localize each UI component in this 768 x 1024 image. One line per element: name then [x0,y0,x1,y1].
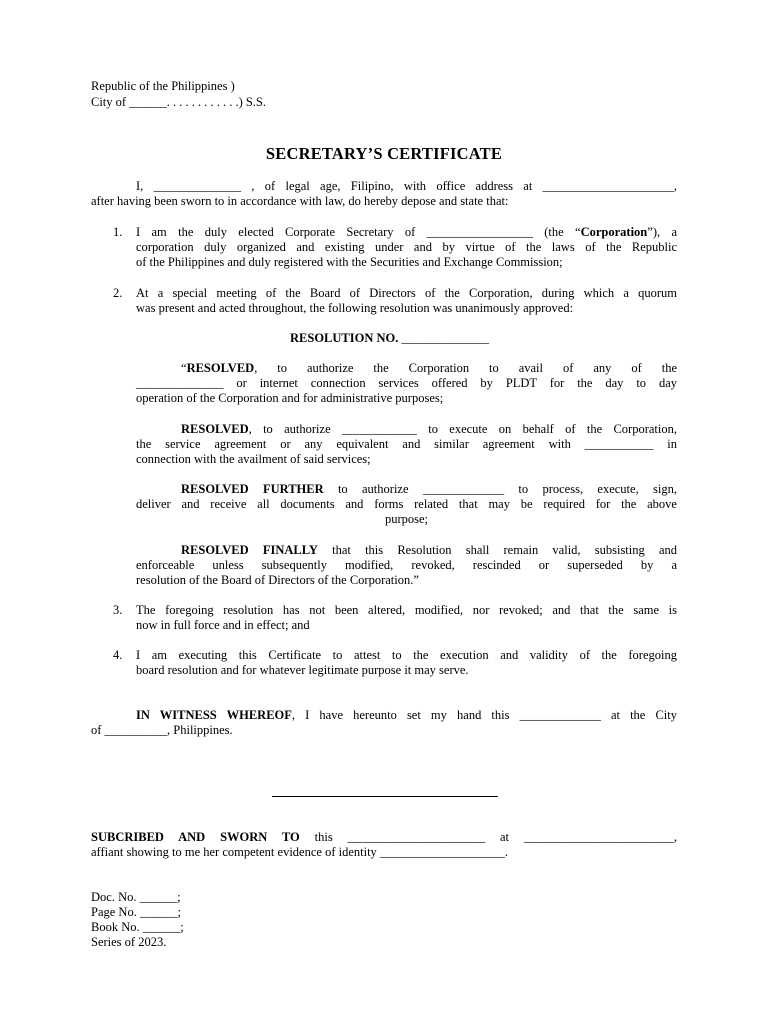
book-number: Book No. ______; [91,920,184,934]
resolved-finally-keyword: RESOLVED FINALLY [181,543,318,557]
resolved-1-line-1-text: , to authorize the Corporation to avail of any of the [254,361,677,375]
open-quote: “ [181,361,187,375]
item-4-number: 4. [113,648,123,662]
venue-city: City of ______. . . . . . . . . . . .) S.S. [91,95,267,109]
resolved-finally-line-2: enforceable unless subsequently modified, revoked, rescinded or superseded by a [136,558,677,572]
resolved-further-paragraph [136,482,677,527]
item-2-line-1: At a special meeting of the Board of Directors of the Corporation, during which a quorum [136,286,677,300]
item-4-line-1: I am executing this Certificate to attest to the execution and validity of the foregoing [136,648,677,662]
item-3-line-1: The foregoing resolution has not been altered, modified, nor revoked; and that the same is [136,603,677,617]
item-3-paragraph [136,603,677,633]
series-year: Series of 2023. [91,935,167,949]
witness-line-1 [91,708,677,723]
item-1-line-2: corporation duly organized and existing under and by virtue of the laws of the Republic [136,240,677,254]
resolved-2-paragraph [136,422,677,467]
resolved-1-paragraph [136,361,677,406]
document-title: SECRETARY’S CERTIFICATE [265,144,503,163]
resolved-finally-paragraph [136,543,677,588]
doc-number: Doc. No. ______; [91,890,181,904]
resolved-1-line-1 [136,361,677,376]
resolution-number-label: RESOLUTION NO. [290,331,399,345]
item-1-number: 1. [113,225,123,239]
item-4-line-2: board resolution and for whatever legitimate purpose it may serve. [136,663,469,677]
intro-line-1: I, ______________ , of legal age, Filipino, with office address at _____________________, [136,179,677,193]
item-4-paragraph [136,648,677,678]
item-3-number: 3. [113,603,123,617]
resolved-further-keyword: RESOLVED FURTHER [181,482,324,496]
resolved-keyword: RESOLVED [186,361,255,375]
item-2-number: 2. [113,286,123,300]
resolved-further-line-1 [136,482,677,497]
witness-line-2: of __________, Philippines. [91,723,233,737]
corporation-term: Corporation [580,225,648,239]
venue-republic: Republic of the Philippines ) [91,79,235,93]
resolved-finally-line-3: resolution of the Board of Directors of the Corporation.” [136,573,419,587]
witness-paragraph [91,708,677,738]
resolved-2-line-1-text: , to authorize ____________ to execute on behalf of the Corporation, [248,422,677,436]
resolved-1-line-2: ______________ or internet connection services offered by PLDT for the day to day [136,376,677,390]
resolved-finally-line-1 [136,543,677,558]
intro-line-2: after having been sworn to in accordance with law, do hereby depose and state that: [91,194,509,208]
signature-line [272,796,498,797]
page-number: Page No. ______; [91,905,181,919]
jurat-line-1-text: this ______________________ at ________________________, [299,830,677,844]
item-2-line-2: was present and acted throughout, the following resolution was unanimously approved: [136,301,574,315]
resolved-further-line-2: deliver and receive all documents and forms related that may be required for the above [136,497,677,511]
item-1-line-1 [136,225,677,240]
witness-line-1-text: , I have hereunto set my hand this _____________ at the City [291,708,677,722]
item-1-line-3: of the Philippines and duly registered with the Securities and Exchange Commission; [136,255,563,269]
jurat-keyword: SUBCRIBED AND SWORN TO [91,830,300,844]
resolved-2-line-1 [136,422,677,437]
resolved-further-line-3: purpose; [384,512,429,526]
resolution-number [290,331,489,346]
item-1-line-1-text: I am the duly elected Corporate Secretary of _________________ (the “ [136,225,581,239]
resolution-number-blank: ______________ [401,331,489,345]
jurat-line-2: affiant showing to me her competent evidence of identity ____________________. [91,845,509,859]
intro-paragraph [91,179,677,209]
item-1-line-1-end: ”), a [647,225,677,239]
resolved-keyword: RESOLVED [181,422,249,436]
witness-keyword: IN WITNESS WHEREOF [136,708,292,722]
jurat-paragraph [91,830,677,860]
resolved-further-line-1-text: to authorize _____________ to process, execute, sign, [323,482,677,496]
resolved-2-line-2: the service agreement or any equivalent and similar agreement with ___________ in [136,437,677,451]
resolved-finally-line-1-text: that this Resolution shall remain valid, subsisting and [317,543,677,557]
jurat-line-1 [91,830,677,845]
item-2-paragraph [136,286,677,316]
item-3-line-2: now in full force and in effect; and [136,618,310,632]
resolved-2-line-3: connection with the availment of said services; [136,452,371,466]
item-1-paragraph [136,225,677,270]
resolved-1-line-3: operation of the Corporation and for administrative purposes; [136,391,444,405]
